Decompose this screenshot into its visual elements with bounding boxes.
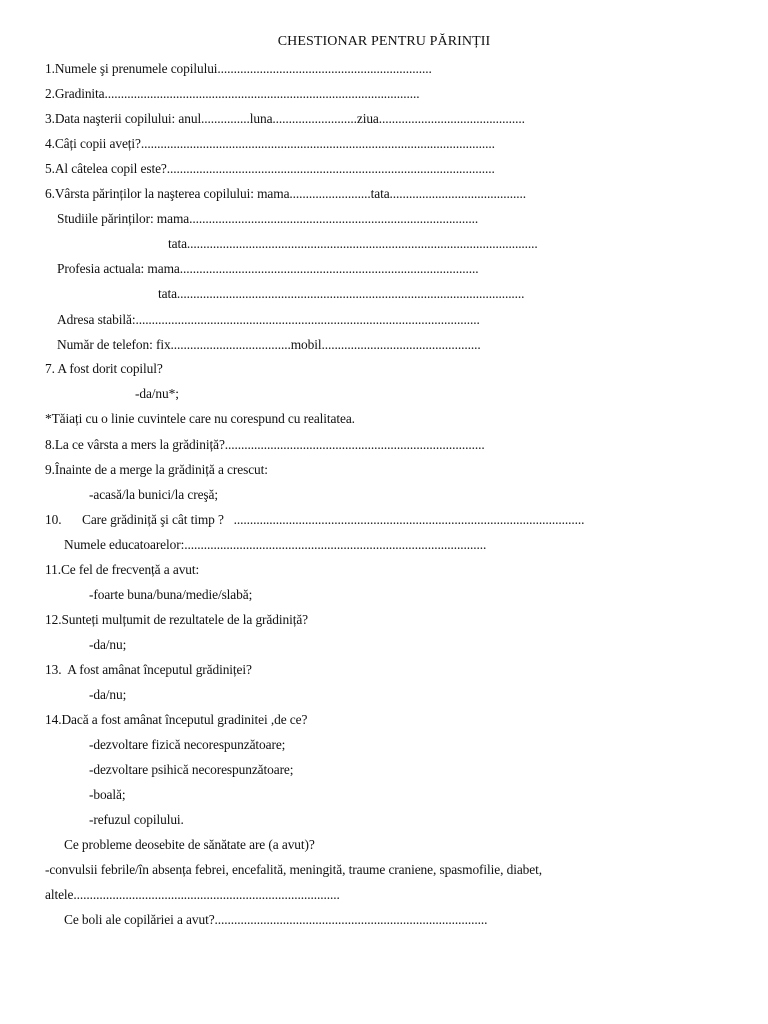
q13-postponed: 13. A fost amânat începutul grădiniței? <box>45 662 252 677</box>
q12-satisfaction: 12.Sunteți mulțumit de rezultatele de la grădiniță? <box>45 612 309 627</box>
q12-options: -da/nu; <box>89 637 127 652</box>
home-address: Adresa stabilă:.......................................................................................................... <box>57 312 480 327</box>
q14-postpone-reason: 14.Dacă a fost amânat începutul gradinitei ,de ce? <box>45 712 308 727</box>
q4-children-count: 4.Câți copii aveți?............................................................................................................. <box>45 136 495 151</box>
q3-birth-date: 3.Data naşterii copilului: anul...............luna..........................ziua............................................. <box>45 111 525 126</box>
q9-raised-before: 9.Înainte de a merge la grădiniță a crescut: <box>45 462 268 477</box>
q14-option-psychic: -dezvoltare psihică necorespunzătoare; <box>89 762 294 777</box>
q8-kindergarten-age: 8.La ce vârsta a mers la grădiniță?................................................................................ <box>45 437 485 452</box>
strike-through-note: *Tăiați cu o linie cuvintele care nu corespund cu realitatea. <box>45 411 355 426</box>
phone-number: Număr de telefon: fix.....................................mobil................................................. <box>57 337 481 352</box>
document-title: CHESTIONAR PENTRU PĂRINȚII <box>277 34 491 49</box>
q7-options: -da/nu*; <box>135 386 179 401</box>
q14-option-illness: -boală; <box>89 787 126 802</box>
parents-studies-father: tata............................................................................................................ <box>168 236 538 251</box>
q11-attendance: 11.Ce fel de frecvență a avut: <box>45 562 200 577</box>
q11-options: -foarte buna/buna/medie/slabă; <box>89 587 253 602</box>
q10-which-kindergarten: Care grădiniță şi cât timp ? ............................................................................................................ <box>82 512 585 527</box>
childhood-diseases-question: Ce boli ale copilăriei a avut?.................................................................................... <box>64 912 488 927</box>
q10-number: 10. <box>45 512 62 527</box>
teachers-names: Numele educatoarelor:............................................................................................. <box>64 537 487 552</box>
health-problems-list: -convulsii febrile/în absența febrei, encefalită, meningită, traume craniene, spasmofilie, diabet, <box>45 862 542 877</box>
q2-kindergarten: 2.Gradinita................................................................................................. <box>45 86 420 101</box>
health-problems-question: Ce probleme deosebite de sănătate are (a avut)? <box>64 837 315 852</box>
q9-options: -acasă/la bunici/la creşă; <box>89 487 218 502</box>
q7-wanted-child: 7. A fost dorit copilul? <box>45 361 163 376</box>
health-problems-other: altele.................................................................................. <box>45 887 340 902</box>
q14-option-refusal: -refuzul copilului. <box>89 812 184 827</box>
occupation-mother: Profesia actuala: mama............................................................................................ <box>57 261 479 276</box>
q13-options: -da/nu; <box>89 687 127 702</box>
q14-option-physical: -dezvoltare fizică necorespunzătoare; <box>89 737 286 752</box>
q5-child-order: 5.Al câtelea copil este?..................................................................................................... <box>45 161 495 176</box>
q6-parents-age: 6.Vârsta părinților la naşterea copilului: mama.........................tata.......................................... <box>45 186 526 201</box>
occupation-father: tata........................................................................................................... <box>158 286 525 301</box>
parents-studies-mother: Studiile părinților: mama......................................................................................... <box>57 211 479 226</box>
q1-child-name: 1.Numele şi prenumele copilului.................................................................. <box>45 61 432 76</box>
